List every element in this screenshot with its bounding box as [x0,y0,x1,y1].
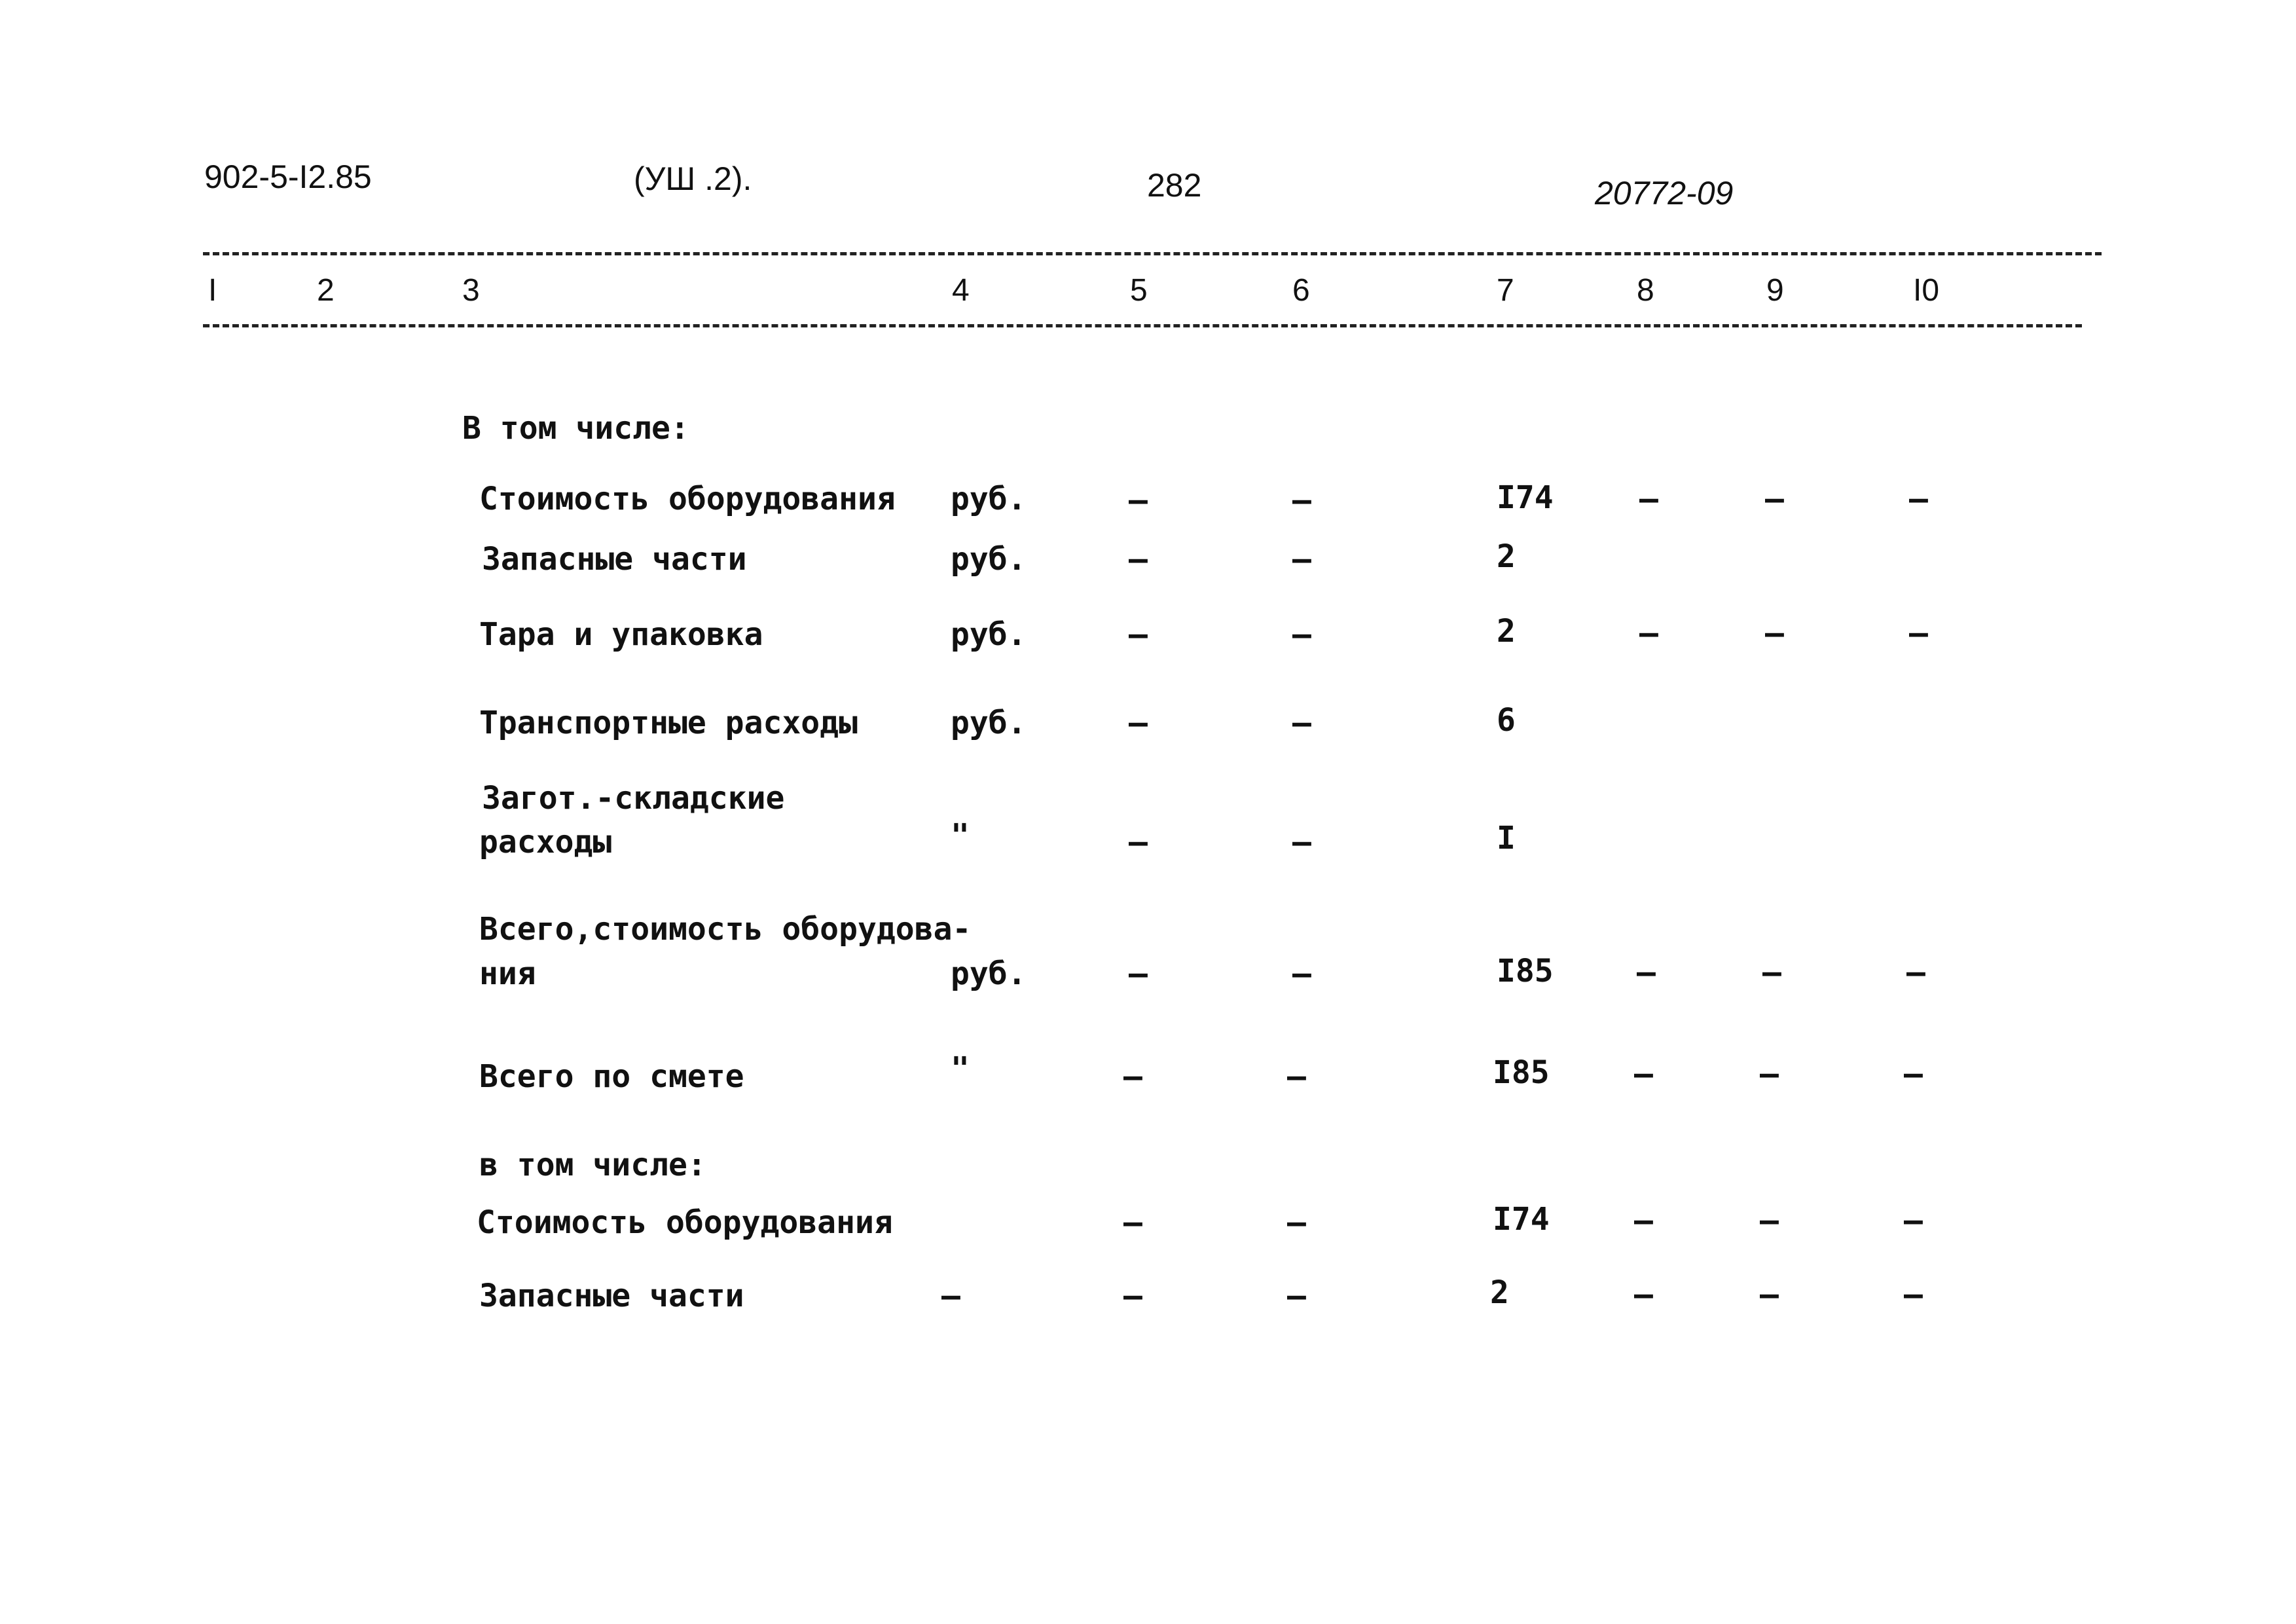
inventory-number: 20772-09 [1595,175,1734,212]
col6-cell: – [1287,1278,1306,1314]
col10-cell: – [1909,615,1928,652]
column-number-8: 8 [1637,273,1654,308]
unit-cell: руб. [951,481,1027,517]
col6-cell: – [1292,824,1311,860]
unit-cell: " [951,1050,970,1087]
col6-cell: – [1292,705,1311,741]
row-label: Запасные части [479,1278,744,1314]
row-label-line1: Всего,стоимость оборудова- [479,911,972,948]
col5-cell: – [1129,616,1148,653]
row-label: Тара и упаковка [479,616,763,653]
col7-cell: I85 [1497,953,1554,989]
row-label: Запасные части [482,541,747,578]
col7-cell: 2 [1497,538,1516,575]
column-number-7: 7 [1497,273,1514,308]
col7-cell: 6 [1497,702,1516,739]
col7-cell: I85 [1493,1054,1550,1091]
row-label-line2: ния [479,955,536,992]
col5-cell: – [1123,1204,1142,1241]
col9-cell: – [1765,615,1784,652]
col6-cell: – [1292,955,1311,992]
row-label: Стоимость оборудования [477,1204,893,1241]
row-label-line1: Загот.-складские [482,780,785,817]
col9-cell: – [1762,954,1781,991]
col8-cell: – [1639,615,1658,652]
unit-cell: руб. [951,955,1027,992]
col7-cell: 2 [1490,1274,1509,1311]
column-number-10: I0 [1913,273,1940,308]
col5-cell: – [1129,541,1148,578]
col8-cell: – [1637,954,1656,991]
unit-cell: руб. [951,616,1027,653]
col9-cell: – [1760,1056,1779,1092]
col7-cell: I74 [1493,1201,1550,1238]
column-number-4: 4 [952,273,970,308]
col6-cell: – [1292,616,1311,653]
row-label: в том числе: [479,1147,706,1183]
col10-cell: – [1904,1276,1923,1313]
document-code: 902-5-I2.85 [204,158,372,195]
col9-cell: – [1760,1202,1779,1239]
unit-cell: руб. [951,705,1027,741]
col5-cell: – [1129,705,1148,741]
col6-cell: – [1292,541,1311,578]
col7-cell: I74 [1497,479,1554,516]
column-number-1: I [208,273,217,308]
col10-cell: – [1906,954,1925,991]
col7-cell: 2 [1497,613,1516,650]
column-header-top-rule [203,252,2102,255]
col6-cell: – [1287,1058,1306,1095]
col8-cell: – [1634,1056,1653,1092]
row-label: Транспортные расходы [479,705,858,741]
column-header-bottom-rule [203,324,2082,327]
unit-cell: – [941,1278,960,1314]
unit-cell: руб. [951,541,1027,578]
row-label: Стоимость оборудования [479,481,896,517]
column-number-2: 2 [317,273,335,308]
col10-cell: – [1904,1202,1923,1239]
column-number-9: 9 [1766,273,1784,308]
col6-cell: – [1287,1204,1306,1241]
col5-cell: – [1123,1058,1142,1095]
page-number: 282 [1147,167,1202,204]
col5-cell: – [1129,824,1148,860]
unit-cell: " [951,817,970,854]
row-label-line2: расходы [479,824,612,860]
col9-cell: – [1765,481,1784,517]
column-number-3: 3 [462,273,480,308]
col6-cell: – [1292,482,1311,519]
column-number-5: 5 [1130,273,1148,308]
col10-cell: – [1904,1056,1923,1092]
col10-cell: – [1909,481,1928,517]
section-code: (УШ .2). [634,160,752,197]
col5-cell: – [1129,955,1148,992]
col8-cell: – [1634,1276,1653,1313]
row-label: Всего по смете [479,1058,744,1095]
col5-cell: – [1129,482,1148,519]
col9-cell: – [1760,1276,1779,1313]
col5-cell: – [1123,1278,1142,1314]
col8-cell: – [1634,1202,1653,1239]
col8-cell: – [1639,481,1658,517]
col7-cell: I [1497,820,1516,857]
column-number-6: 6 [1292,273,1310,308]
row-label: В том числе: [462,410,689,447]
